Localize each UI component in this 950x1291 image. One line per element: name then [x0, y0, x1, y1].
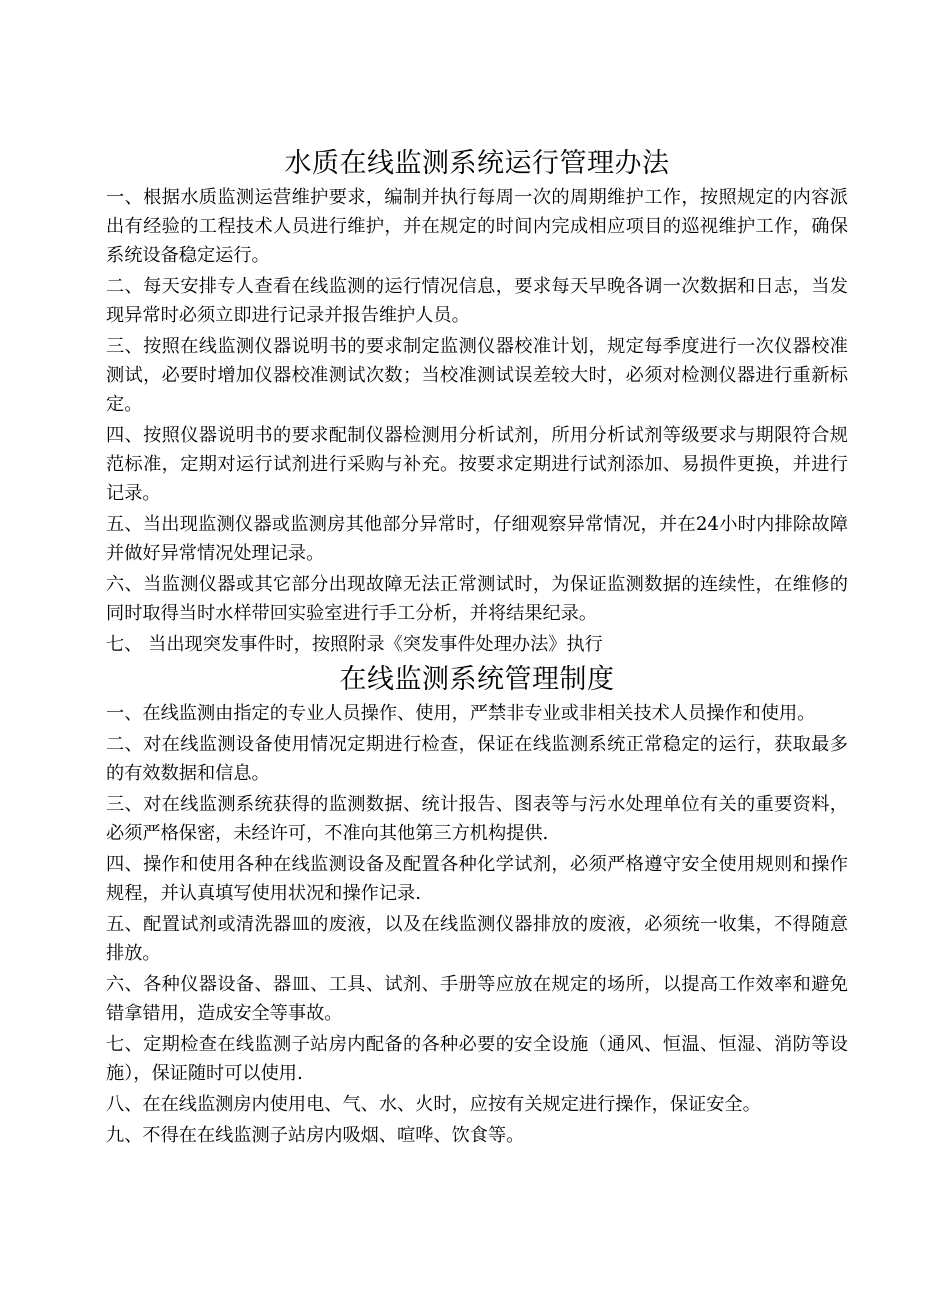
section-title-water-quality: 水质在线监测系统运行管理办法 [284, 148, 670, 179]
clause-item: 六、当监测仪器或其它部分出现故障无法正常测试时，为保证监测数据的连续性，在维修的同时取得当时水样带回实验室进行手工分析，并将结果纪录。 [106, 574, 848, 624]
clause-item: 三、按照在线监测仪器说明书的要求制定监测仪器校准计划，规定每季度进行一次仪器校准测试，必要时增加仪器校准测试次数；当校准测试误差较大时，必须对检测仪器进行重新标定。 [106, 336, 848, 415]
clause-item: 七、 当出现突发事件时，按照附录《突发事件处理办法》执行 [106, 634, 603, 655]
clause-item: 一、根据水质监测运营维护要求，编制并执行每周一次的周期维护工作，按照规定的内容派出有经验的工程技术人员进行维护，并在规定的时间内完成相应项目的巡视维护工作，确保系统设备稳定运行。 [106, 187, 848, 266]
rule-item: 九、不得在在线监测子站房内吸烟、喧哗、饮食等。 [106, 1125, 525, 1146]
rule-item: 二、对在线监测设备使用情况定期进行检查，保证在线监测系统正常稳定的运行，获取最多的有效数据和信息。 [106, 734, 848, 784]
rule-item: 七、定期检查在线监测子站房内配备的各种必要的安全设施（通风、恒温、恒湿、消防等设施），保证随时可以使用. [106, 1034, 848, 1084]
rule-item: 一、在线监测由指定的专业人员操作、使用，严禁非专业或非相关技术人员操作和使用。 [106, 703, 816, 724]
rule-item: 六、各种仪器设备、器皿、工具、试剂、手册等应放在规定的场所，以提高工作效率和避免错拿错用，造成安全等事故。 [106, 974, 848, 1024]
rule-item: 四、操作和使用各种在线监测设备及配置各种化学试剂，必须严格遵守安全使用规则和操作规程，并认真填写使用状况和操作记录. [106, 854, 848, 904]
clause-item: 五、当出现监测仪器或监测房其他部分异常时，仔细观察异常情况，并在24小时内排除故障并做好异常情况处理记录。 [106, 514, 848, 564]
rule-item: 三、对在线监测系统获得的监测数据、统计报告、图表等与污水处理单位有关的重要资料，必须严格保密，未经许可，不准向其他第三方机构提供. [106, 794, 848, 844]
clause-item: 四、按照仪器说明书的要求配制仪器检测用分析试剂，所用分析试剂等级要求与期限符合规范标准，定期对运行试剂进行采购与补充。按要求定期进行试剂添加、易损件更换，并进行记录。 [106, 425, 848, 504]
rule-item: 五、配置试剂或清洗器皿的废液，以及在线监测仪器排放的废液，必须统一收集，不得随意排放。 [106, 914, 848, 964]
clause-item: 二、每天安排专人查看在线监测的运行情况信息，要求每天早晚各调一次数据和日志，当发现异常时必须立即进行记录并报告维护人员。 [106, 276, 848, 326]
rule-item: 八、在在线监测房内使用电、气、水、火时，应按有关规定进行操作，保证安全。 [106, 1094, 761, 1115]
section-title-management-system: 在线监测系统管理制度 [339, 664, 615, 695]
document-body [106, 145, 848, 1152]
